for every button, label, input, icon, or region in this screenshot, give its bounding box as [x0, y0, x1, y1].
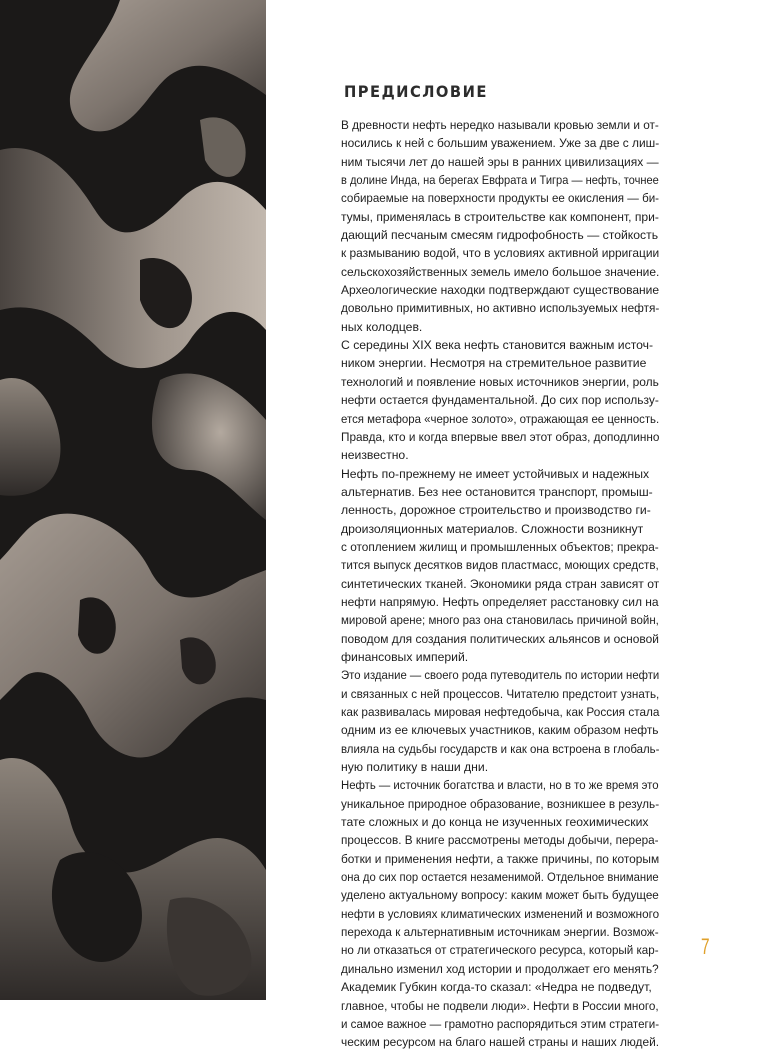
text-line: сельскохозяйственных земель имело большое значение. [341, 264, 660, 279]
text-line: Правда, кто и когда впервые ввел этот образ, доподлинно [341, 429, 660, 444]
text-line: технологий и появление новых источников энергии, роль [341, 374, 659, 389]
text-line: и самое важное — грамотно распорядиться этим стратеги- [341, 1016, 660, 1031]
text-line: ником энергии. Несмотря на стремительное развитие [341, 356, 647, 371]
text-line: Это издание — своего рода путеводитель по истории нефти [341, 668, 660, 683]
body-text [341, 116, 659, 1052]
text-line: собираемые на поверхности продукты ее окисления — би- [341, 191, 660, 206]
text-line: носились к ней с большим уважением. Уже за две с лиш- [341, 136, 660, 151]
decorative-abstract-image [0, 0, 266, 1000]
text-line: в долине Инда, на берегах Евфрата и Тигра — нефть, точнее [341, 173, 659, 188]
text-line: уникальное природное образование, возникшее в резуль- [341, 796, 660, 811]
text-line: дроизоляционных материалов. Сложности возникнут [341, 521, 644, 536]
paragraph [341, 336, 659, 464]
text-line: с отоплением жилищ и промышленных объектов; прекра- [341, 539, 659, 554]
text-line: тится выпуск десятков видов пластмасс, моющих средств, [341, 558, 659, 573]
text-line: как развивалась мировая нефтедобыча, как Россия стала [341, 705, 660, 719]
section-heading: ПРЕДИСЛОВИЕ [344, 82, 488, 101]
text-line: тумы, применялась в строительстве как компонент, при- [341, 209, 659, 224]
text-line: довольно примитивных, но активно используемых нефтя- [341, 301, 660, 316]
text-line: Археологические находки подтверждают существование [341, 283, 660, 298]
text-line: ную политику в наши дни. [341, 760, 489, 775]
text-line: нефти в условиях климатических изменений и возможного [341, 906, 660, 921]
text-line: тате сложных и до конца не изученных геохимических [341, 815, 649, 830]
paragraph [341, 116, 659, 336]
text-line: и связанных с ней процессов. Читателю предстоит узнать, [341, 686, 660, 701]
text-line: синтетических тканей. Экономики ряда стран зависят от [341, 576, 660, 591]
text-line: Нефть по-прежнему не имеет устойчивых и надежных [341, 466, 650, 481]
text-line: нефти остается фундаментальной. До сих пор использу- [341, 393, 659, 408]
page-number: 7 [701, 934, 710, 959]
text-line: уделено актуальному вопросу: каким может быть будущее [341, 888, 659, 903]
text-line: финансовых империй. [341, 649, 469, 664]
text-line: ных колодцев. [341, 319, 423, 334]
text-line: поводом для создания политических альянсов и основой [341, 631, 659, 646]
text-line: нефти напрямую. Нефть определяет расстановку сил на [341, 594, 659, 609]
text-line: ется метафора «черное золото», отражающая ее ценность. [341, 411, 660, 426]
text-line: С середины XIX века нефть становится важным источ- [341, 338, 654, 353]
text-line: альтернатив. Без нее остановится транспорт, промыш- [341, 484, 653, 499]
abstract-oil-artwork [0, 0, 266, 1000]
text-line: ленность, дорожное строительство и производство ги- [341, 503, 651, 518]
foreword-section [341, 82, 659, 1052]
text-line: влияла на судьбы государств и как она встроена в глобаль- [341, 741, 660, 756]
text-line: Академик Губкин когда-то сказал: «Недра не подведут, [341, 980, 652, 995]
text-line: главное, чтобы не подвели люди». Нефти в России много, [341, 998, 659, 1013]
paragraph [341, 465, 659, 667]
text-line: ним тысячи лет до нашей эры в ранних цивилизациях — [341, 154, 659, 169]
paragraph [341, 776, 659, 978]
paragraph [341, 666, 659, 776]
text-line: процессов. В книге рассмотрены методы добычи, перера- [341, 833, 659, 848]
text-line: перехода к альтернативным источникам энергии. Возмож- [341, 925, 659, 940]
text-line: динально изменил ход истории и продолжает его менять? [341, 961, 659, 976]
text-line: В древности нефть нередко называли кровью земли и от- [341, 118, 659, 132]
paragraph [341, 978, 659, 1051]
text-line: одним из ее ключевых участников, каким образом нефть [341, 723, 659, 738]
text-line: дающий песчаным смесям гидрофобность — стойкость [341, 228, 659, 243]
text-line: мировой арене; много раз она становилась причиной войн, [341, 613, 659, 628]
text-line: ческим ресурсом на благо нашей страны и наших людей. [341, 1035, 660, 1050]
text-line: к размыванию водой, что в условиях активной ирригации [341, 246, 660, 261]
text-line: но ли отказаться от стратегического ресурса, который кар- [341, 943, 659, 958]
text-line: ботки и применения нефти, а также причины, по которым [341, 851, 660, 866]
text-line: неизвестно. [341, 448, 409, 463]
text-line: Нефть — источник богатства и власти, но в то же время это [341, 778, 659, 793]
text-line: она до сих пор остается незаменимой. Отдельное внимание [341, 870, 659, 885]
